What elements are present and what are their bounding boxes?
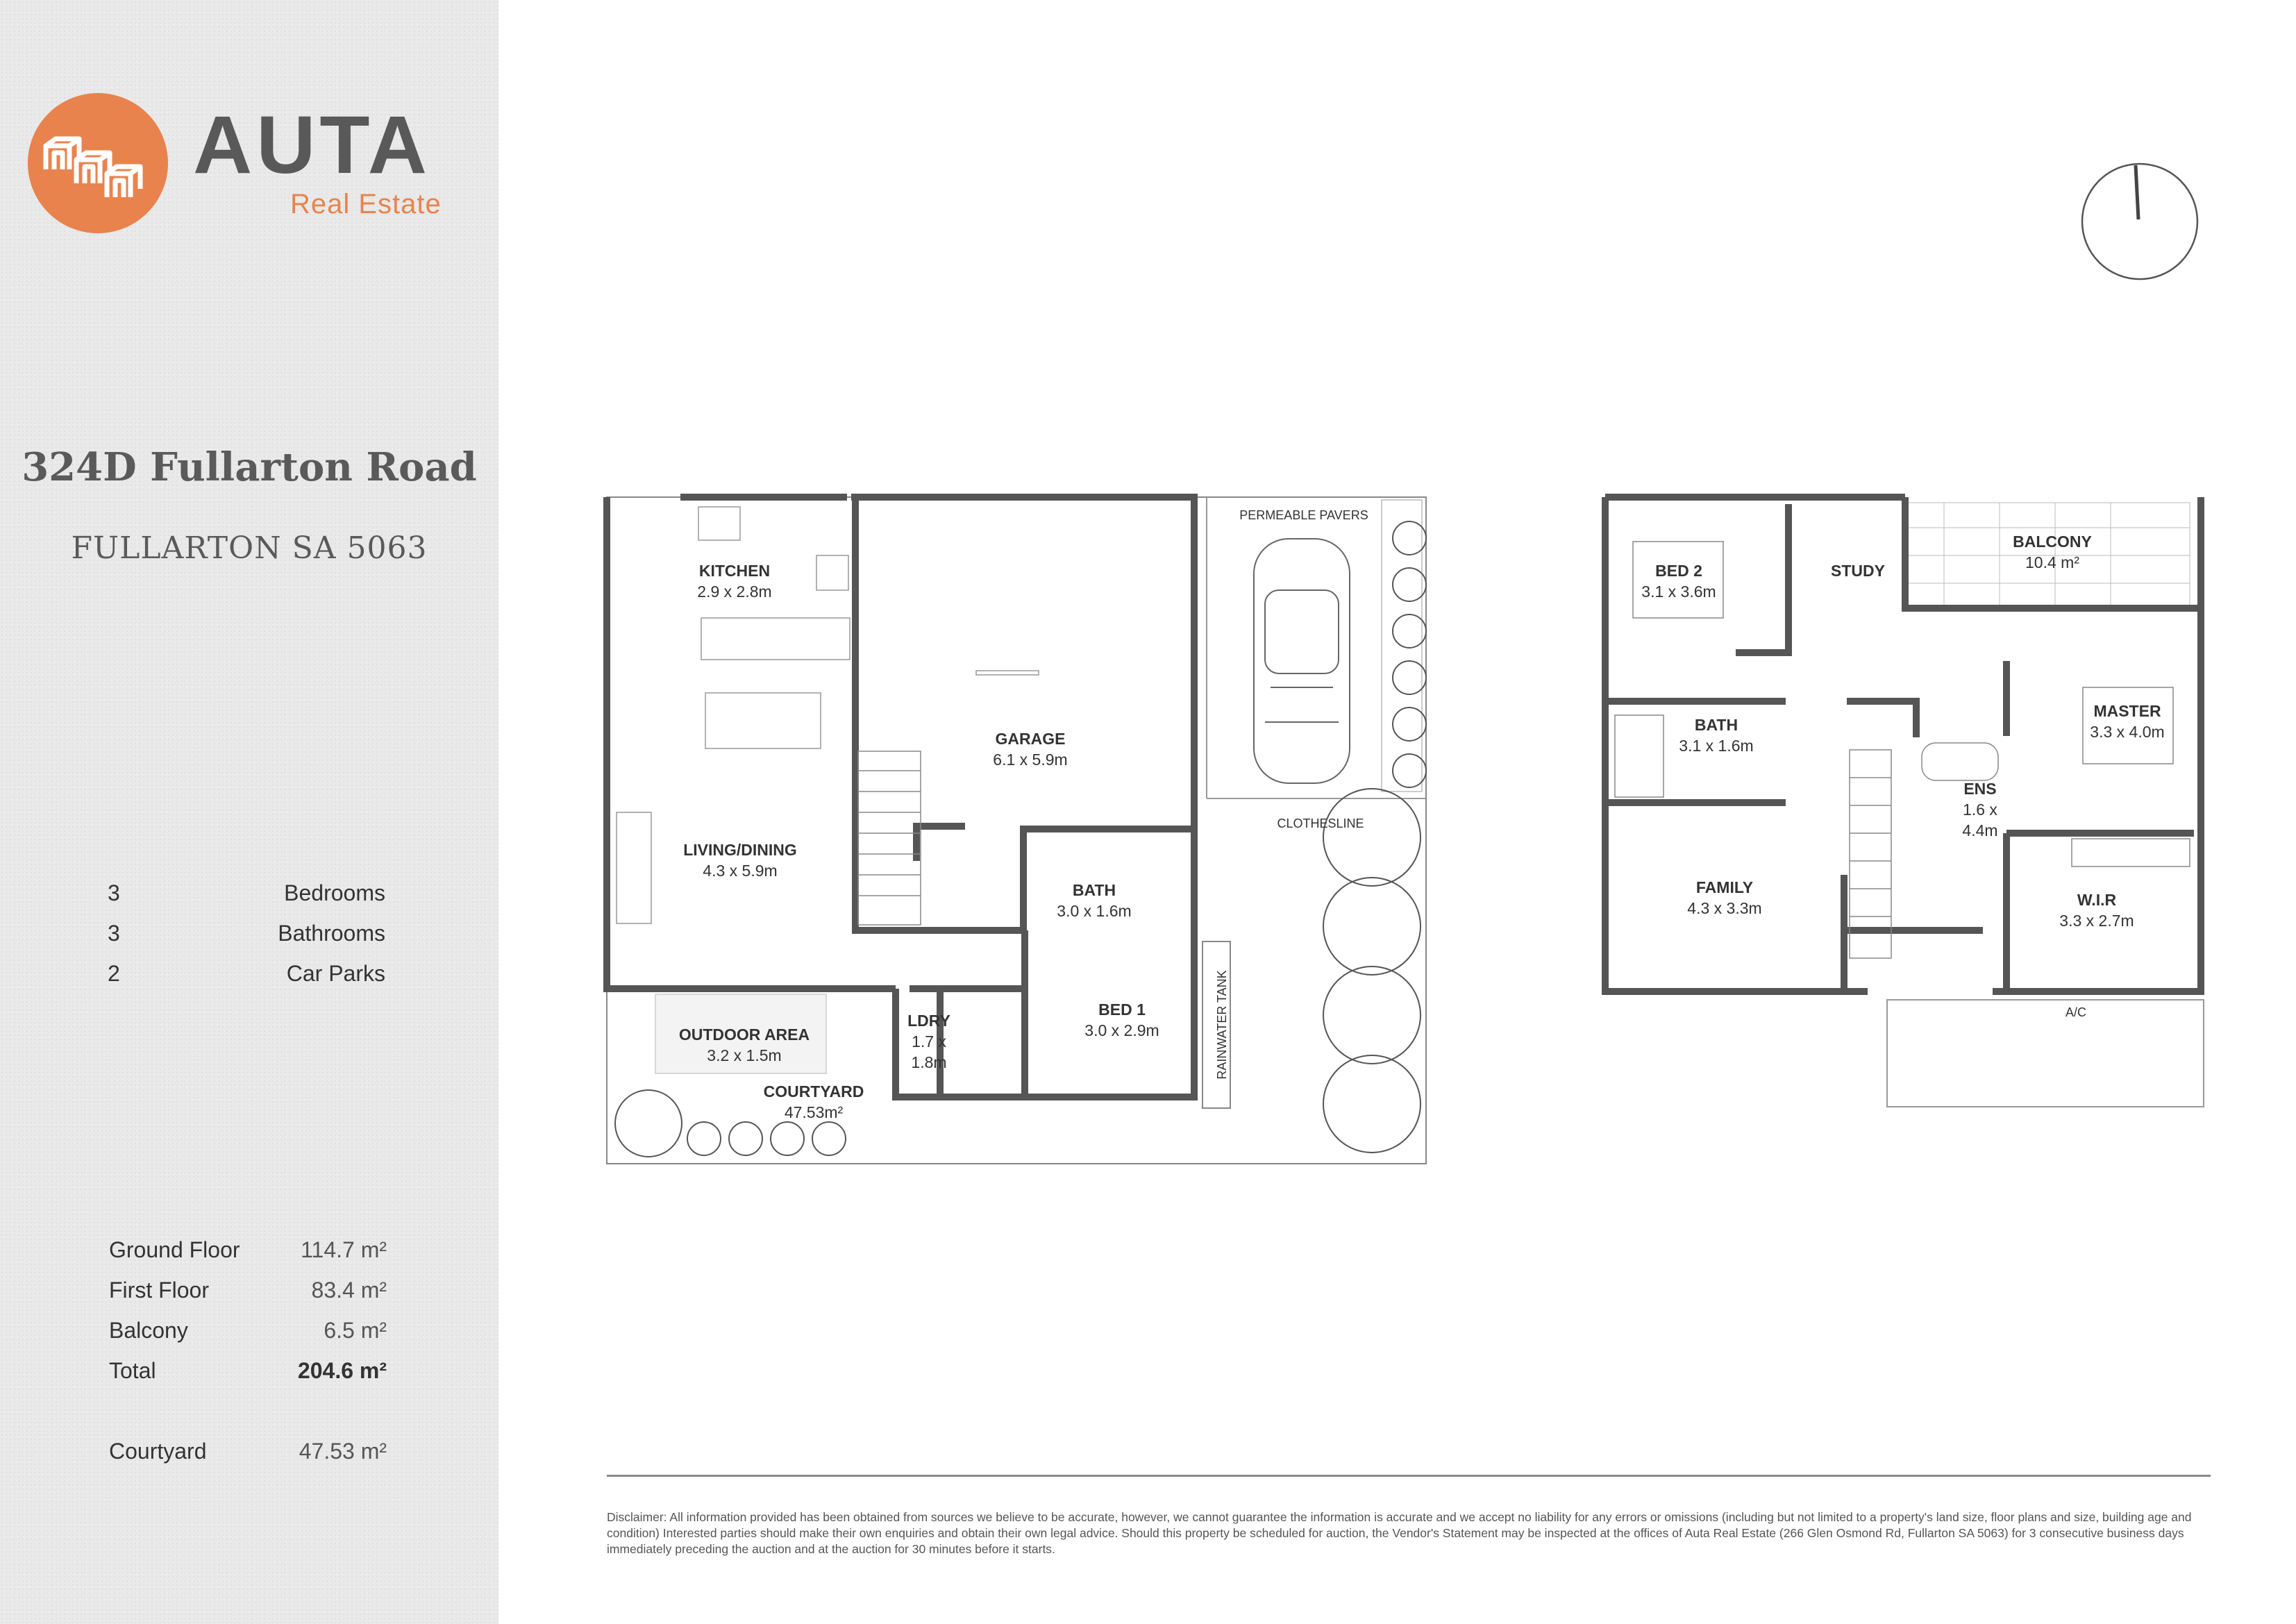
master-label: MASTER bbox=[2093, 702, 2161, 720]
feature-count: 3 bbox=[108, 880, 120, 905]
ensuite-size-a: 1.6 x bbox=[1963, 801, 1997, 819]
laundry-label: LDRY bbox=[907, 1012, 950, 1030]
laundry-size-a: 1.7 x bbox=[912, 1032, 946, 1050]
first-bath-label: BATH bbox=[1694, 716, 1738, 734]
first-bath-size: 3.1 x 1.6m bbox=[1679, 737, 1754, 755]
courtyard-label: COURTYARD bbox=[763, 1082, 864, 1100]
feature-label: Bathrooms bbox=[278, 921, 385, 946]
family-size: 4.3 x 3.3m bbox=[1687, 899, 1762, 917]
master-size: 3.3 x 4.0m bbox=[2090, 723, 2165, 741]
ground-bath-label: BATH bbox=[1072, 881, 1116, 899]
area-label: Ground Floor bbox=[109, 1237, 240, 1262]
rainwater-tank-label: RAINWATER TANK bbox=[1215, 970, 1229, 1080]
outdoor-area-size: 3.2 x 1.5m bbox=[707, 1046, 782, 1064]
garage-size: 6.1 x 5.9m bbox=[993, 751, 1068, 769]
clothesline-label: CLOTHESLINE bbox=[1277, 817, 1364, 830]
wir-size: 3.3 x 2.7m bbox=[2059, 912, 2134, 930]
balcony-label: BALCONY bbox=[2013, 533, 2092, 551]
bed2-label: BED 2 bbox=[1655, 562, 1702, 580]
ensuite-label: ENS bbox=[1963, 780, 1997, 798]
balcony-size: 10.4 m² bbox=[2025, 553, 2079, 571]
car-icon bbox=[1254, 539, 1350, 783]
bed1-label: BED 1 bbox=[1098, 1001, 1146, 1019]
footer-divider bbox=[607, 1475, 2211, 1477]
area-value: 114.7 m² bbox=[301, 1237, 387, 1262]
study-label: STUDY bbox=[1831, 562, 1885, 580]
kitchen-size: 2.9 x 2.8m bbox=[697, 583, 772, 601]
feature-label: Bedrooms bbox=[284, 880, 385, 905]
bed1-size: 3.0 x 2.9m bbox=[1084, 1021, 1159, 1039]
courtyard-size: 47.53m² bbox=[784, 1103, 844, 1121]
outdoor-area-label: OUTDOOR AREA bbox=[678, 1026, 810, 1044]
property-suburb: FULLARTON SA 5063 bbox=[71, 530, 428, 566]
area-label: First Floor bbox=[109, 1278, 209, 1303]
wir-label: W.I.R bbox=[2077, 891, 2117, 909]
laundry-size-b: 1.8m bbox=[911, 1053, 947, 1071]
brand-name: AUTA bbox=[193, 99, 431, 191]
garage-label: GARAGE bbox=[995, 730, 1066, 748]
area-value: 47.53 m² bbox=[299, 1439, 387, 1464]
area-value: 204.6 m² bbox=[297, 1358, 387, 1383]
ground-bath-size: 3.0 x 1.6m bbox=[1057, 902, 1132, 920]
area-value: 6.5 m² bbox=[324, 1318, 387, 1343]
permeable-pavers-label: PERMEABLE PAVERS bbox=[1239, 508, 1368, 522]
disclaimer-text: Disclaimer: All information provided has been obtained from sources we believe to be accurate, however, we cannot guarantee the information is accurate and we accept no liability for any errors or omissions (including but not limited to a property's land size, floor plans and size, building age and condition) Interested parties should make their own enquiries and obtain their own legal advice. Should this property be scheduled for auction, the Vendor's Statement may be inspected at the offices of Auta Real Estate (266 Glen Osmond Rd, Fullarton SA 5063) for 3 consecutive business days immediately preceding the auction and at the auction for 30 minutes before it starts. bbox=[607, 1510, 2192, 1556]
kitchen-label: KITCHEN bbox=[698, 562, 771, 580]
brand-subtitle: Real Estate bbox=[290, 189, 442, 219]
area-label: Courtyard bbox=[109, 1439, 207, 1464]
living-dining-size: 4.3 x 5.9m bbox=[703, 862, 778, 880]
feature-count: 3 bbox=[108, 921, 120, 946]
feature-count: 2 bbox=[108, 961, 120, 986]
living-dining-label: LIVING/DINING bbox=[683, 841, 797, 859]
bed2-size: 3.1 x 3.6m bbox=[1641, 583, 1716, 601]
area-label: Balcony bbox=[109, 1318, 188, 1343]
family-label: FAMILY bbox=[1695, 878, 1754, 896]
area-label: Total bbox=[109, 1358, 156, 1383]
ensuite-size-b: 4.4m bbox=[1962, 821, 1998, 839]
feature-label: Car Parks bbox=[286, 961, 385, 986]
ac-label: A/C bbox=[2065, 1005, 2087, 1019]
area-value: 83.4 m² bbox=[311, 1278, 387, 1303]
property-street: 324D Fullarton Road bbox=[22, 444, 477, 490]
